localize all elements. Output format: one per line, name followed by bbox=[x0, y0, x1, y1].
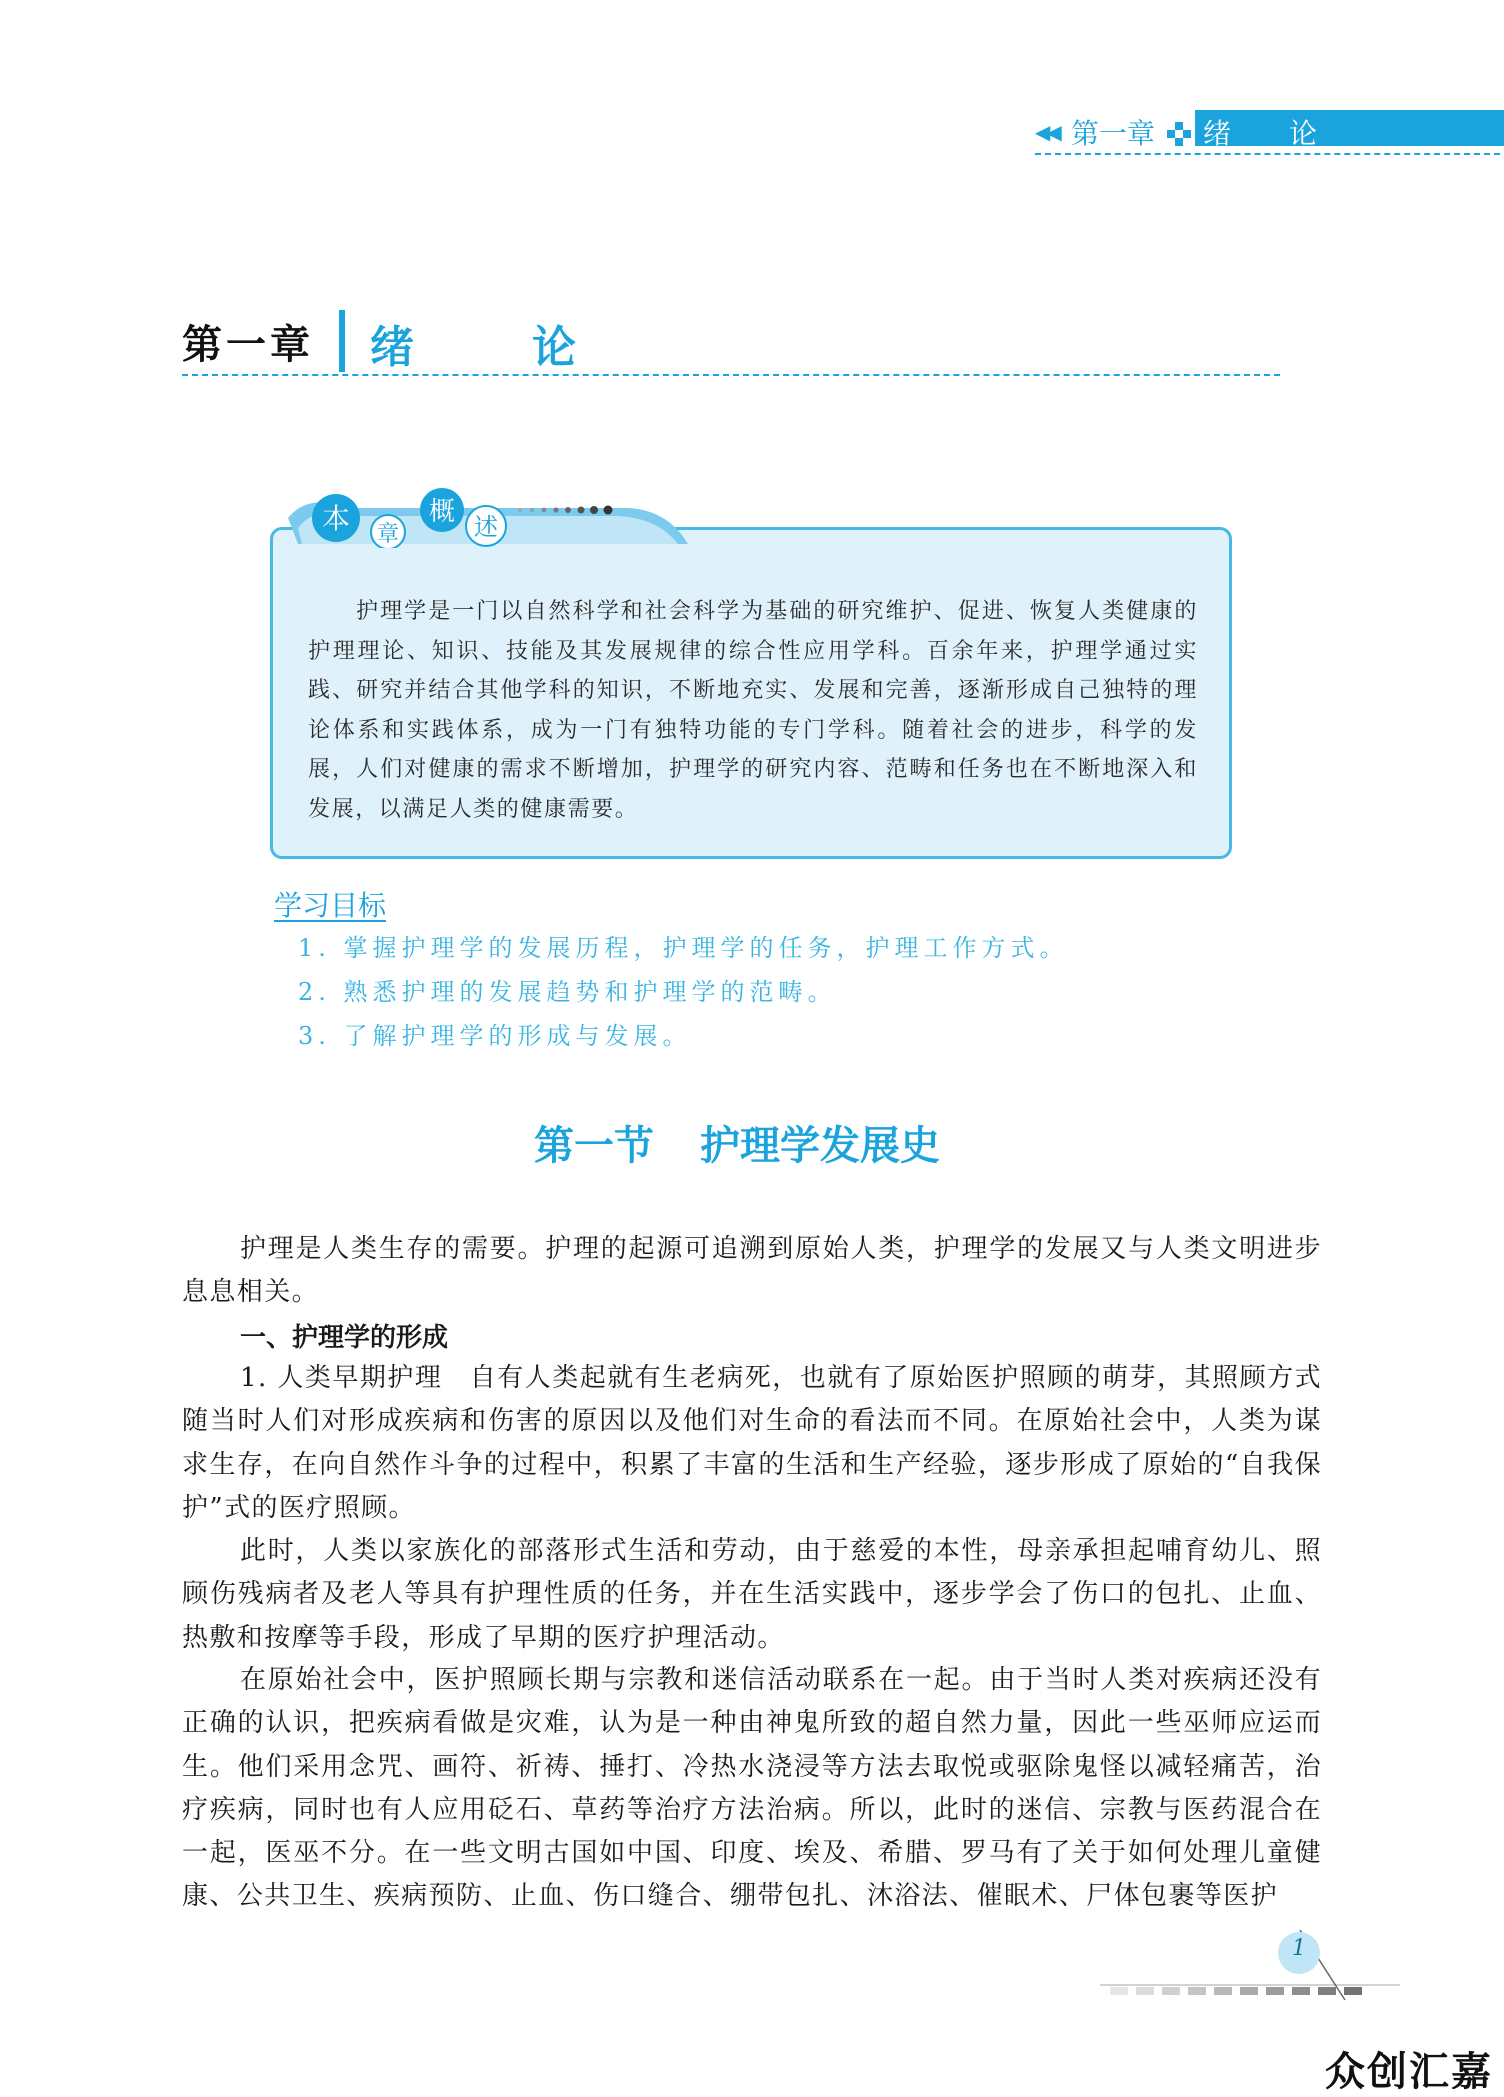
watermark-logo: 众创汇嘉 bbox=[1325, 2049, 1493, 2095]
learning-goals-title: 学习目标 bbox=[274, 889, 387, 922]
chapter-title: 绪论 bbox=[370, 322, 694, 373]
section-heading bbox=[534, 1114, 940, 1171]
body-paragraph: 在原始社会中，医护照顾长期与宗教和迷信活动联系在一起。由于当时人类对疾病还没有正确的认识，把疾病看做是灾难，认为是一种由神鬼所致的超自然力量，因此一些巫师应运而生。他们采用念咒、画符、祈祷、捶打、冷热水浇浸等方法去取悦或驱除鬼怪以减轻痛苦，治疗疾病，同时也有人应用砭石、草药等治疗方法治病。所以，此时的迷信、宗教与医药混合在一起，医巫不分。在一些文明古国如中国、印度、埃及、希腊、罗马有了关于如何处理儿童健康、公共卫生、疾病预防、止血、伤口缝合、绷带包扎、沐浴法、催眠术、尸体包裹等医护 bbox=[182, 1665, 1322, 1912]
chapter-overview-tab bbox=[288, 488, 708, 548]
page-number: 1 bbox=[1292, 1936, 1306, 1961]
learning-goal-item: 3. 了解护理学的形成与发展。 bbox=[298, 1022, 692, 1050]
learning-goal-item: 2. 熟悉护理的发展趋势和护理学的范畴。 bbox=[298, 978, 837, 1006]
intro-paragraph: 护理是人类生存的需要。护理的起源可追溯到原始人类，护理学的发展又与人类文明进步息息相关。 bbox=[182, 1234, 1322, 1308]
subheading: 一、护理学的形成 bbox=[240, 1323, 449, 1353]
body-paragraph: 此时，人类以家族化的部落形式生活和劳动，由于慈爱的本性，母亲承担起哺育幼儿、照顾伤残病者及老人等具有护理性质的任务，并在生活实践中，逐步学会了伤口的包扎、止血、热敷和按摩等手段，形成了早期的医疗护理活动。 bbox=[182, 1536, 1322, 1653]
running-header bbox=[1035, 108, 1504, 156]
learning-goal-item: 1. 掌握护理学的发展历程，护理学的任务，护理工作方式。 bbox=[298, 934, 1069, 962]
overview-tab-char-2: 章 bbox=[376, 522, 400, 547]
running-header-chapter: 第一章 bbox=[1071, 117, 1156, 150]
chapter-divider bbox=[339, 310, 345, 372]
section-number: 第一节 bbox=[534, 1123, 654, 1169]
chapter-rule bbox=[182, 374, 1280, 376]
running-header-rule bbox=[1035, 153, 1500, 155]
overview-tab-char-3: 概 bbox=[428, 497, 456, 527]
running-header-title: 绪论 bbox=[1203, 117, 1376, 150]
body-paragraph: 1. 人类早期护理 自有人类起就有生老病死，也就有了原始医护照顾的萌芽，其照顾方式随当时人们对形成疾病和伤害的原因以及他们对生命的看法而不同。在原始社会中，人类为谋求生存，在向自然作斗争的过程中，积累了丰富的生活和生产经验，逐步形成了原始的“自我保护”式的医疗照顾。 bbox=[182, 1363, 1322, 1523]
double-left-arrow-icon: ◀◀ bbox=[1035, 120, 1058, 144]
section-title: 护理学发展史 bbox=[700, 1123, 940, 1169]
overview-tab-char-4: 述 bbox=[474, 513, 498, 541]
overview-tab-char-1: 本 bbox=[321, 502, 351, 535]
chapter-label: 第一章 bbox=[182, 322, 314, 368]
chapter-overview-text: 护理学是一门以自然科学和社会科学为基础的研究维护、促进、恢复人类健康的护理理论、知识、技能及其发展规律的综合性应用学科。百余年来，护理学通过实践、研究并结合其他学科的知识，不断地充实、发展和完善，逐渐形成自己独特的理论体系和实践体系，成为一门有独特功能的专门学科。随着社会的进步，科学的发展，人们对健康的需求不断增加，护理学的研究内容、范畴和任务也在不断地深入和发展，以满足人类的健康需要。 bbox=[308, 599, 1198, 822]
footer-decoration bbox=[1100, 1925, 1400, 2005]
